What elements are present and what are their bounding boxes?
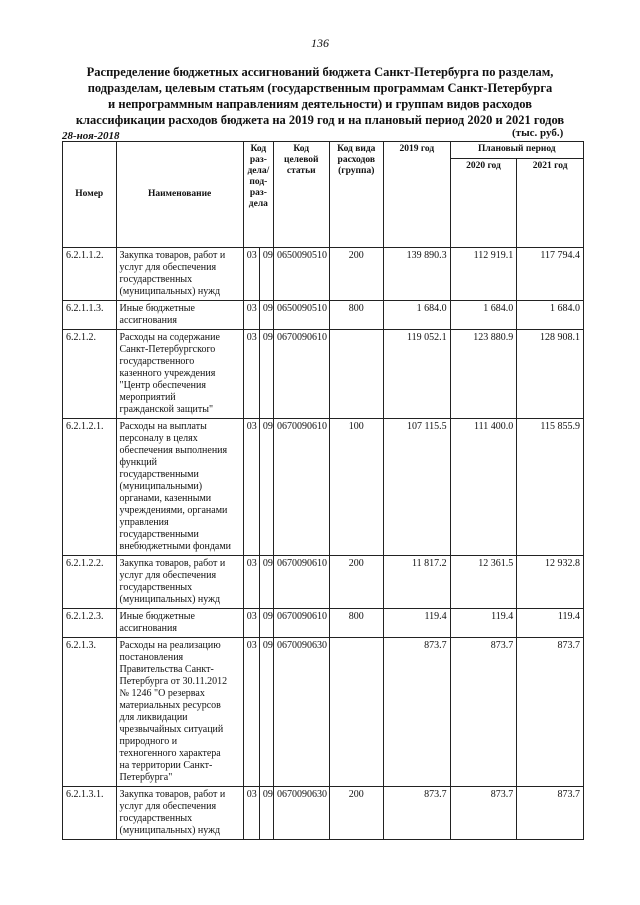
row-number: 6.2.1.2.2. — [63, 556, 117, 609]
row-name-line: "Центр обеспечения — [119, 380, 206, 391]
title-line: Распределение бюджетных ассигнований бюджета Санкт-Петербурга по разделам, — [86, 65, 554, 79]
row-2020-value: 112 919.1 — [450, 248, 517, 301]
row-name-line: Закупка товаров, работ и — [119, 558, 226, 569]
row-kind-code: 200 — [329, 248, 384, 301]
row-name-line: чрезвычайных ситуаций — [119, 724, 224, 735]
row-name-line: государственных — [119, 582, 193, 593]
row-name — [116, 609, 243, 638]
row-kind-code: 800 — [329, 301, 384, 330]
row-subsection-code: 09 — [259, 787, 273, 840]
table-row — [63, 638, 584, 787]
row-name-line: государственного — [119, 356, 195, 367]
title-line: классификации расходов бюджета на 2019 год и на плановый период 2020 и 2021 годов — [75, 113, 565, 127]
row-number: 6.2.1.3.1. — [63, 787, 117, 840]
row-subsection-code: 09 — [259, 248, 273, 301]
row-name-line: Закупка товаров, работ и — [119, 789, 226, 800]
row-name-line: (муниципальных) нужд — [119, 286, 221, 297]
header-2020: 2020 год — [450, 159, 517, 248]
row-2021-value: 115 855.9 — [517, 419, 584, 556]
row-name-line: Закупка товаров, работ и — [119, 250, 226, 261]
row-target-code: 0670090610 — [273, 556, 329, 609]
row-name-line: внебюджетными фондами — [119, 541, 232, 552]
row-kind-code: 100 — [329, 419, 384, 556]
row-name-line: управления — [119, 517, 169, 528]
document-date: 28-ноя-2018 — [62, 130, 120, 142]
row-2019-value: 139 890.3 — [384, 248, 451, 301]
row-subsection-code: 09 — [259, 638, 273, 787]
row-2021-value: 128 908.1 — [517, 330, 584, 419]
row-name-line: природного и — [119, 736, 178, 747]
units-label: (тыс. руб.) — [512, 127, 564, 139]
budget-table — [62, 141, 584, 840]
row-name-line: услуг для обеспечения — [119, 570, 217, 581]
row-name — [116, 419, 243, 556]
row-target-code: 0670090630 — [273, 638, 329, 787]
row-2019-value: 873.7 — [384, 638, 451, 787]
row-name-line: мероприятий — [119, 392, 176, 403]
row-target-code: 0650090510 — [273, 301, 329, 330]
row-name-line: Петербурга" — [119, 772, 173, 783]
row-kind-code: 200 — [329, 556, 384, 609]
row-name-line: Иные бюджетные — [119, 611, 195, 622]
row-name-line: государственных — [119, 274, 193, 285]
row-2021-value: 873.7 — [517, 638, 584, 787]
row-section-code: 03 — [243, 556, 259, 609]
row-name — [116, 248, 243, 301]
header-kind: Код вида расходов (группа) — [329, 142, 384, 248]
row-2019-value: 11 817.2 — [384, 556, 451, 609]
row-name-line: Правительства Санкт- — [119, 664, 214, 675]
row-section-code: 03 — [243, 638, 259, 787]
row-name-line: услуг для обеспечения — [119, 801, 217, 812]
table-row — [63, 301, 584, 330]
row-name-line: Санкт-Петербургского — [119, 344, 216, 355]
row-name — [116, 556, 243, 609]
row-2021-value: 12 932.8 — [517, 556, 584, 609]
row-number: 6.2.1.3. — [63, 638, 117, 787]
row-number: 6.2.1.1.2. — [63, 248, 117, 301]
row-2020-value: 12 361.5 — [450, 556, 517, 609]
row-kind-code — [329, 638, 384, 787]
row-kind-code — [329, 330, 384, 419]
table-row — [63, 787, 584, 840]
row-name-line: услуг для обеспечения — [119, 262, 217, 273]
row-name-line: учреждениями, органами — [119, 505, 228, 516]
row-subsection-code: 09 — [259, 301, 273, 330]
header-2019: 2019 год — [384, 142, 451, 248]
row-2021-value: 117 794.4 — [517, 248, 584, 301]
row-name-line: функций — [119, 457, 157, 468]
row-subsection-code: 09 — [259, 330, 273, 419]
row-kind-code: 200 — [329, 787, 384, 840]
row-subsection-code: 09 — [259, 556, 273, 609]
row-2019-value: 873.7 — [384, 787, 451, 840]
row-number: 6.2.1.2.3. — [63, 609, 117, 638]
row-name-line: ассигнования — [119, 315, 177, 326]
row-name-line: персоналу в целях — [119, 433, 198, 444]
page-number: 136 — [311, 36, 329, 50]
row-name — [116, 787, 243, 840]
row-name-line: Иные бюджетные — [119, 303, 195, 314]
row-2020-value: 119.4 — [450, 609, 517, 638]
row-name-line: на территории Санкт- — [119, 760, 213, 771]
row-subsection-code: 09 — [259, 419, 273, 556]
row-number: 6.2.1.2.1. — [63, 419, 117, 556]
row-name — [116, 301, 243, 330]
row-name-line: Расходы на содержание — [119, 332, 220, 343]
row-name-line: гражданской защиты" — [119, 404, 214, 415]
table-row — [63, 330, 584, 419]
row-section-code: 03 — [243, 787, 259, 840]
header-target: Код целевой статьи — [273, 142, 329, 248]
header-planned: Плановый период — [450, 142, 583, 159]
row-number: 6.2.1.1.3. — [63, 301, 117, 330]
row-2020-value: 111 400.0 — [450, 419, 517, 556]
row-2019-value: 119 052.1 — [384, 330, 451, 419]
row-target-code: 0670090610 — [273, 330, 329, 419]
header-2021: 2021 год — [517, 159, 584, 248]
row-name-line: Петербурга от 30.11.2012 — [119, 676, 228, 687]
table-row — [63, 609, 584, 638]
row-name-line: ассигнования — [119, 623, 177, 634]
header-name: Наименование — [116, 142, 243, 248]
row-subsection-code: 09 — [259, 609, 273, 638]
header-number: Номер — [63, 142, 117, 248]
row-target-code: 0670090630 — [273, 787, 329, 840]
row-name-line: постановления — [119, 652, 184, 663]
row-target-code: 0650090510 — [273, 248, 329, 301]
title-line: подразделам, целевым статьям (государственным программам Санкт-Петербурга — [87, 81, 553, 95]
table-row — [63, 248, 584, 301]
row-2019-value: 119.4 — [384, 609, 451, 638]
row-2019-value: 1 684.0 — [384, 301, 451, 330]
row-section-code: 03 — [243, 301, 259, 330]
row-2020-value: 1 684.0 — [450, 301, 517, 330]
row-name-line: казенного учреждения — [119, 368, 216, 379]
row-2020-value: 873.7 — [450, 787, 517, 840]
document-title — [60, 64, 580, 128]
row-name — [116, 330, 243, 419]
table-row — [63, 556, 584, 609]
row-name-line: техногенного характера — [119, 748, 221, 759]
row-name-line: государственными — [119, 529, 199, 540]
row-section-code: 03 — [243, 609, 259, 638]
row-name-line: (муниципальными) — [119, 481, 203, 492]
row-2021-value: 1 684.0 — [517, 301, 584, 330]
row-2020-value: 123 880.9 — [450, 330, 517, 419]
row-name-line: (муниципальных) нужд — [119, 825, 221, 836]
row-name-line: государственными — [119, 469, 199, 480]
row-section-code: 03 — [243, 330, 259, 419]
row-number: 6.2.1.2. — [63, 330, 117, 419]
row-name-line: Расходы на реализацию — [119, 640, 221, 651]
row-name — [116, 638, 243, 787]
row-name-line: № 1246 "О резервах — [119, 688, 205, 699]
row-name-line: обеспечения выполнения — [119, 445, 228, 456]
row-section-code: 03 — [243, 419, 259, 556]
row-2021-value: 873.7 — [517, 787, 584, 840]
row-name-line: государственных — [119, 813, 193, 824]
table-row — [63, 419, 584, 556]
title-line: и непрограммным направлениям деятельности) и группам видов расходов — [108, 97, 532, 111]
header-section: Код раз-дела/ под-раз-дела — [243, 142, 273, 248]
row-target-code: 0670090610 — [273, 609, 329, 638]
row-name-line: органами, казенными — [119, 493, 212, 504]
row-name-line: материальных ресурсов — [119, 700, 221, 711]
row-section-code: 03 — [243, 248, 259, 301]
row-2021-value: 119.4 — [517, 609, 584, 638]
row-name-line: для ликвидации — [119, 712, 188, 723]
row-2020-value: 873.7 — [450, 638, 517, 787]
row-2019-value: 107 115.5 — [384, 419, 451, 556]
row-kind-code: 800 — [329, 609, 384, 638]
row-target-code: 0670090610 — [273, 419, 329, 556]
row-name-line: (муниципальных) нужд — [119, 594, 221, 605]
row-name-line: Расходы на выплаты — [119, 421, 207, 432]
